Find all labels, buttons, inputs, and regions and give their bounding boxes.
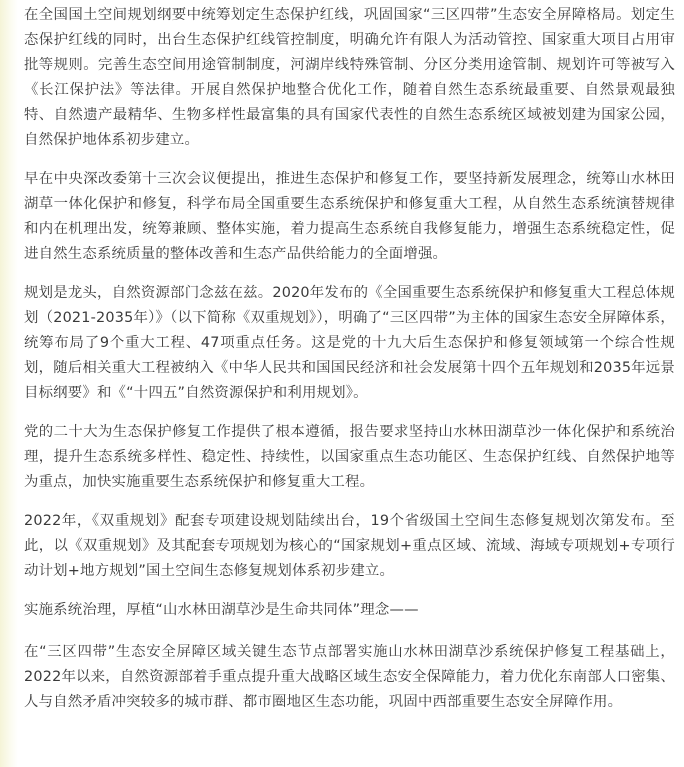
paragraph-ecological-red-line: 在全国国土空间规划纲要中统筹划定生态保护红线，巩固国家“三区四带”生态安全屏障格局。划定生态保护红线的同时，出台生态保护红线管控制度，明确允许有限人为活动管控、国家重大项目占用审批等规则。完善生态空间用途管制制度，河湖岸线特殊管制、分区分类用途管制、规划许可等被写入《长江保护法》等法律。开展自然保护地整合优化工作，随着自然生态系统最重要、自然景观最独特、自然遗产最精华、生物多样性最富集的具有国家代表性的自然生态系统区域被划建为国家公园，自然保护地体系初步建立。	[24, 7, 675, 148]
paragraph-2022-plans: 2022年，《双重规划》配套专项建设规划陆续出台，19个省级国土空间生态修复规划次第发布。至此，以《双重规划》及其配套专项规划为核心的“国家规划+重点区域、流域、海域专项规划+专项行动计划+地方规划”国土空间生态修复规划体系初步建立。	[24, 513, 675, 579]
section-heading-systematic-governance: 实施系统治理，厚植“山水林田湖草沙是生命共同体”理念——	[24, 602, 419, 618]
paragraph-key-ecological-nodes: 在“三区四带”生态安全屏障区域关键生态节点部署实施山水林田湖草沙系统保护修复工程基础上，2022年以来，自然资源部着手重点提升重大战略区域生态安全保障能力，着力优化东南部人口密集、人与自然矛盾冲突较多的城市群、都市圈地区生态功能，巩固中西部重要生态安全屏障作用。	[24, 644, 675, 710]
paragraph-reform-committee: 早在中央深改委第十三次会议便提出，推进生态保护和修复工作，要坚持新发展理念，统筹山水林田湖草一体化保护和修复，科学布局全国重要生态系统保护和修复重大工程，从自然生态系统演替规律和内在机理出发，统筹兼顾、整体实施，着力提高生态系统自我修复能力，增强生态系统稳定性，促进自然生态系统质量的整体改善和生态产品供给能力的全面增强。	[24, 171, 675, 262]
paragraph-dual-plan: 规划是龙头，自然资源部门念兹在兹。2020年发布的《全国重要生态系统保护和修复重大工程总体规划（2021-2035年）》（以下简称《双重规划》），明确了“三区四带”为主体的国家生态安全屏障体系，统筹布局了9个重大工程、47项重点任务。这是党的十九大后生态保护和修复领域第一个综合性规划，随后相关重大工程被纳入《中华人民共和国国民经济和社会发展第十四个五年规划和2035年远景目标纲要》和《“十四五”自然资源保护和利用规划》。	[24, 285, 675, 401]
paragraph-twentieth-congress: 党的二十大为生态保护修复工作提供了根本遵循，报告要求坚持山水林田湖草沙一体化保护和系统治理，提升生态系统多样性、稳定性、持续性，以国家重点生态功能区、生态保护红线、自然保护地等为重点，加快实施重要生态系统保护和修复重大工程。	[24, 424, 675, 490]
